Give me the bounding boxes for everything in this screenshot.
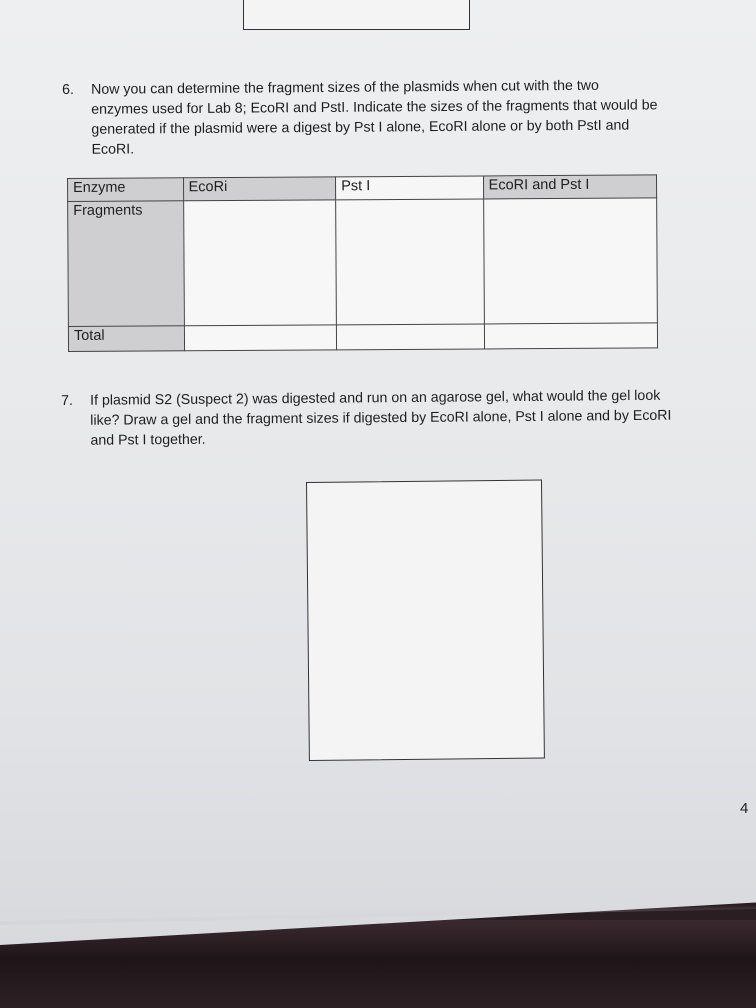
fragments-psti-cell[interactable] xyxy=(336,199,484,325)
question-6-text xyxy=(91,75,742,160)
fragments-label: Fragments xyxy=(68,201,184,327)
question-6-number: 6. xyxy=(62,81,74,98)
fragments-ecori-cell[interactable] xyxy=(183,200,336,326)
fragment-table xyxy=(67,174,658,352)
page-number: 4 xyxy=(740,800,749,817)
total-psti-cell[interactable] xyxy=(337,324,485,350)
question-7-line: like? Draw a gel and the fragment sizes if digested by EcoRI alone, Pst I alone and by EcoRI xyxy=(90,407,672,429)
question-7-line: If plasmid S2 (Suspect 2) was digested and run on an agarose gel, what would the gel look xyxy=(90,387,661,409)
header-ecori: EcoRi xyxy=(183,177,336,201)
question-7-text xyxy=(90,385,740,451)
question-7-number: 7. xyxy=(61,392,74,409)
question-6-line: EcoRI. xyxy=(91,141,135,158)
total-both-cell[interactable] xyxy=(484,323,658,349)
header-ecori-and-psti: EcoRI and Pst I xyxy=(483,175,657,199)
question-6-line: generated if the plasmid were a digest by Pst I alone, EcoRI alone or by both PstI and xyxy=(91,117,630,138)
total-ecori-cell[interactable] xyxy=(184,325,337,351)
fragments-both-cell[interactable] xyxy=(483,198,657,324)
total-label: Total xyxy=(68,326,184,352)
question-6-line: enzymes used for Lab 8; EcoRI and PstI. Indicate the sizes of the fragments that would be xyxy=(91,97,658,118)
header-enzyme: Enzyme xyxy=(68,178,184,202)
table-row-total xyxy=(68,323,657,352)
gel-drawing-box[interactable] xyxy=(306,480,545,761)
question-6-line: Now you can determine the fragment sizes of the plasmids when cut with the two xyxy=(91,77,599,98)
previous-answer-box[interactable] xyxy=(243,0,470,30)
table-row-fragments xyxy=(68,198,658,327)
question-7-line: and Pst I together. xyxy=(90,431,206,449)
header-psti: Pst I xyxy=(336,176,484,200)
